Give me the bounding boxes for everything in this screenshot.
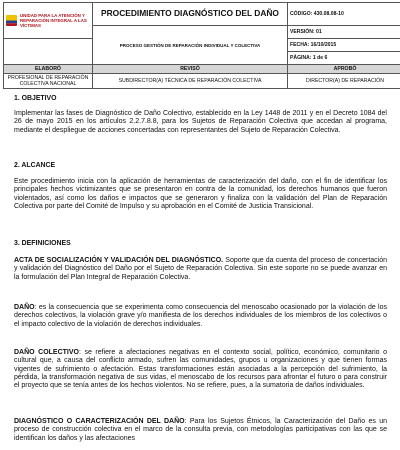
role-elaboro: ELABORÓ xyxy=(4,65,93,74)
name-reviso: SUBDIRECTOR(A) TÉCNICA DE REPARACIÓN COLECTIVA xyxy=(93,74,288,89)
definition-term: DAÑO COLECTIVO xyxy=(14,349,79,356)
document-header xyxy=(3,2,400,89)
definition-term: DAÑO xyxy=(14,304,35,311)
section-definiciones-title: 3. DEFINICIONES xyxy=(14,240,71,247)
logo-spacer xyxy=(4,39,93,65)
role-aprobo: APROBÓ xyxy=(288,65,400,74)
definition-acta xyxy=(14,257,387,282)
process-name: PROCESO GESTIÓN DE REPARACIÓN INDIVIDUAL Y COLECTIVA xyxy=(93,26,288,65)
page-number: PÁGINA: 1 de 6 xyxy=(288,52,400,65)
role-reviso: REVISÓ xyxy=(93,65,288,74)
section-alcance-title: 2. ALCANCE xyxy=(14,162,56,169)
section-objetivo-text: Implementar las fases de Diagnóstico de Daño Colectivo, establecido en la Ley 1448 de 2011 y en el Decreto 1084 del 26 de mayo 2015 en los artículos 2.2.7.8.8, para los Sujetos de Reparación Colectiva que accedan al programa, mediante el despliegue de acciones concertadas con representantes del Sujeto de Reparación Colectiva. xyxy=(14,110,387,134)
flag-logo-icon xyxy=(6,15,17,26)
name-elaboro: PROFESIONAL DE REPARACIÓN COLECTIVA NACIONAL xyxy=(4,74,93,89)
entity-logo xyxy=(6,13,90,28)
document-title: PROCEDIMIENTO DIAGNÓSTICO DEL DAÑO xyxy=(93,3,288,26)
document-date: FECHA: 16/10/2015 xyxy=(288,39,400,52)
definition-text: : es la consecuencia que se experimenta como consecuencia del menoscabo ocasionado por la violación de los derechos colectivos, la violación grave y/o manifiesta de los derechos individuales de los miembros de los colectivos o el impacto colectivo de la violación de derechos individuales. xyxy=(14,304,387,328)
definition-dano xyxy=(14,304,387,329)
section-objetivo-title: 1. OBJETIVO xyxy=(14,95,57,102)
name-aprobo: DIRECTOR(A) DE REPARACIÓN xyxy=(288,74,400,89)
document-version: VERSIÓN: 01 xyxy=(288,26,400,39)
document-code: CÓDIGO: 430.08.08-10 xyxy=(288,3,400,26)
definition-text: Soporte que da cuenta del proceso de concertación y validación del Diagnóstico del Daño por el Sujeto de Reparación Colectiva. Sin este soporte no se puede avanzar en la formulación del Plan Integral de Reparación Colectiva. xyxy=(14,257,388,281)
section-alcance-text: Este procedimiento inicia con la aplicación de herramientas de caracterización del daño, con el fin de identificar los principales hechos victimizantes que se presentaron en contra de la comunidad, los derechos humanos que fueron violentados, así como los daños e impactos que se generaron y finaliza con la validación del Plan de Reparación Colectiva por parte del Comité de Impulso y su aprobación en el Comité de Justicia Transicional. xyxy=(14,178,387,210)
definition-diagnostico xyxy=(14,418,387,443)
definition-term: ACTA DE SOCIALIZACIÓN Y VALIDACIÓN DEL DIAGNÓSTICO. xyxy=(14,257,224,264)
logo-text: UNIDAD PARA LA ATENCIÓN Y REPARACIÓN INTEGRAL A LAS VÍCTIMAS xyxy=(20,13,87,28)
definition-text: : Para los Sujetos Étnicos, la Caracterización del Daño es un proceso de construcción colectiva en el marco de la consulta previa, con metodologías participativas con las que se identifican los daños y las afectaciones xyxy=(14,418,387,442)
definition-dano-colectivo xyxy=(14,349,387,390)
logo-cell xyxy=(4,3,93,39)
definition-text: : se refiere a afectaciones negativas en el contexto social, político, económico, comunitario o cultural que, a causa del conflicto armado, sufren las comunidades, grupos u organizaciones y que tienen formas vigentes de sufrimiento o afectación. Estas transformaciones están asociadas a la percepción del sufrimiento, la pérdida, la transformación negativa de sus vidas, el menoscabo de los recursos para afrontar el futuro o para construir el proyecto que se tenía antes de los hechos violentos. No se refiere, pues, a la sumatoria de daños individuales. xyxy=(14,349,387,390)
definition-term: DIAGNÓSTICO O CARACTERIZACIÓN DEL DAÑO xyxy=(14,418,185,425)
